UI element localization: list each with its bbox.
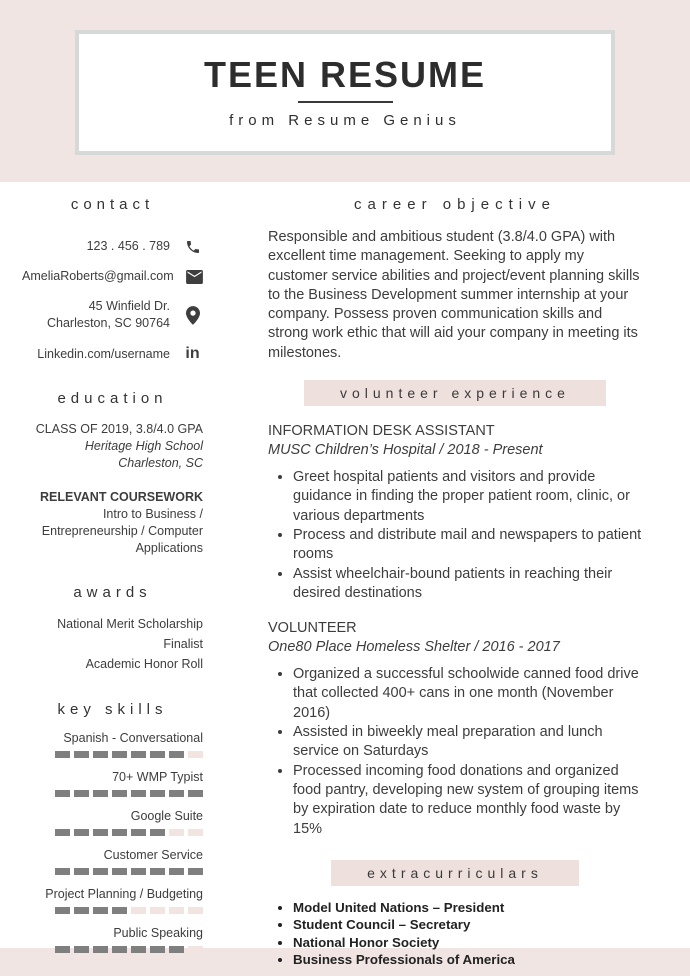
mailing-address <box>22 298 170 332</box>
skill-segment <box>55 829 70 836</box>
skill-label: Google Suite <box>130 809 203 823</box>
coursework-line: Intro to Business / <box>102 507 203 521</box>
skill-level-bar <box>22 751 203 758</box>
skill-segment <box>112 790 127 797</box>
skill-level-bar <box>22 829 203 836</box>
skill-segment <box>93 751 108 758</box>
skill-segment <box>188 946 203 953</box>
extracurriculars-banner: extracurriculars <box>331 860 579 886</box>
skill-level-bar <box>22 946 203 953</box>
skill-segment <box>74 907 89 914</box>
education-location: Charleston, SC <box>118 456 203 470</box>
volunteer-banner-wrap <box>268 380 642 406</box>
skill-item <box>22 808 203 836</box>
skill-segment <box>93 790 108 797</box>
contact-heading: contact <box>70 196 155 213</box>
extracurricular-item: • Student Council – Secretary <box>293 916 642 934</box>
skill-segment <box>188 829 203 836</box>
education-class-line: CLASS OF 2019, 3.8/4.0 GPA <box>35 422 203 436</box>
contact-phone-row <box>22 238 203 255</box>
coursework-line: Entrepreneurship / Computer <box>41 524 203 538</box>
skill-segment <box>169 829 184 836</box>
title-divider <box>298 101 393 103</box>
spacer <box>22 472 203 489</box>
skill-segment <box>55 751 70 758</box>
skill-item <box>22 769 203 797</box>
job-bullet-list <box>268 665 642 839</box>
skill-segment <box>55 790 70 797</box>
skill-label: Customer Service <box>103 848 203 862</box>
awards-heading: awards <box>73 584 152 601</box>
skill-segment <box>188 751 203 758</box>
skill-item <box>22 730 203 758</box>
page-title: TEEN RESUME <box>203 53 487 95</box>
key-skills-heading: key skills <box>57 701 168 718</box>
skill-segment <box>55 868 70 875</box>
mail-icon <box>186 270 203 284</box>
email-address: AmeliaRoberts@gmail.com <box>22 269 174 283</box>
page-subtitle: from Resume Genius <box>229 112 461 130</box>
contact-email-row <box>22 268 203 285</box>
skill-segment <box>150 829 165 836</box>
address-line1: 45 Winfield Dr. <box>88 299 170 313</box>
skill-segment <box>131 751 146 758</box>
bullet-item: • Process and distribute mail and newspapers to patient rooms <box>293 526 642 565</box>
job-entry <box>268 422 642 603</box>
contact-address-row <box>22 298 203 332</box>
awards-list <box>22 614 203 674</box>
skill-segment <box>131 790 146 797</box>
skill-segment <box>74 829 89 836</box>
skill-label: 70+ WMP Typist <box>112 770 203 784</box>
skill-segment <box>74 946 89 953</box>
career-objective-heading: career objective <box>354 196 556 213</box>
extracurricular-item: • Model United Nations – President <box>293 899 642 917</box>
main-column <box>268 196 642 969</box>
address-line2: Charleston, SC 90764 <box>47 316 170 330</box>
skill-segment <box>150 868 165 875</box>
bullet-item: • Processed incoming food donations and organized food pantry, developing new system of grouping items by expiration date to reduce monthly food waste by 15% <box>293 762 642 839</box>
contact-linkedin-row <box>22 345 203 363</box>
skill-segment <box>112 751 127 758</box>
skill-segment <box>169 790 184 797</box>
job-title: INFORMATION DESK ASSISTANT <box>268 423 495 440</box>
job-bullet-list <box>268 468 642 603</box>
award-item: National Merit Scholarship Finalist <box>57 617 203 651</box>
linkedin-icon: in <box>185 345 200 362</box>
skill-segment <box>74 868 89 875</box>
skill-segment <box>150 946 165 953</box>
contact-rows <box>22 238 203 363</box>
skill-segment <box>74 790 89 797</box>
skill-segment <box>188 790 203 797</box>
skill-level-bar <box>22 868 203 875</box>
job-entry <box>268 619 642 839</box>
skill-level-bar <box>22 907 203 914</box>
education-block <box>22 421 203 557</box>
skill-segment <box>112 868 127 875</box>
job-subtitle: One80 Place Homeless Shelter / 2016 - 2017 <box>268 639 560 656</box>
skill-segment <box>74 751 89 758</box>
skill-segment <box>169 868 184 875</box>
skill-segment <box>169 946 184 953</box>
location-pin-icon <box>182 306 203 325</box>
phone-number: 123 . 456 . 789 <box>86 239 170 253</box>
job-title: VOLUNTEER <box>268 620 357 637</box>
bullet-item: • Assisted in biweekly meal preparation and lunch service on Saturdays <box>293 723 642 762</box>
skill-label: Public Speaking <box>113 926 203 940</box>
skill-segment <box>93 868 108 875</box>
extracurricular-item: • Business Professionals of America <box>293 951 642 969</box>
linkedin-handle: Linkedin.com/username <box>37 346 170 361</box>
skill-segment <box>55 907 70 914</box>
skill-segment <box>112 946 127 953</box>
skill-item <box>22 886 203 914</box>
extracurriculars-banner-wrap <box>268 860 642 886</box>
coursework-heading: RELEVANT COURSEWORK <box>40 490 203 504</box>
skill-segment <box>93 829 108 836</box>
skill-segment <box>55 946 70 953</box>
header-box <box>75 30 615 155</box>
bullet-item: • Assist wheelchair-bound patients in reaching their desired destinations <box>293 565 642 604</box>
skill-segment <box>150 907 165 914</box>
education-school: Heritage High School <box>84 439 203 453</box>
skill-label: Project Planning / Budgeting <box>45 887 203 901</box>
skill-segment <box>131 829 146 836</box>
skill-segment <box>112 907 127 914</box>
skill-segment <box>93 946 108 953</box>
skill-segment <box>150 790 165 797</box>
skill-label: Spanish - Conversational <box>63 731 203 745</box>
sidebar <box>22 196 203 953</box>
volunteer-experience-banner: volunteer experience <box>304 380 606 406</box>
skill-segment <box>150 751 165 758</box>
skill-segment <box>112 829 127 836</box>
job-subtitle: MUSC Children’s Hospital / 2018 - Present <box>268 442 543 459</box>
skill-segment <box>169 907 184 914</box>
bullet-item: • Greet hospital patients and visitors and provide guidance in finding the proper patient room, clinic, or various departments <box>293 468 642 526</box>
extracurricular-item: • National Honor Society <box>293 934 642 952</box>
coursework-line: Applications <box>135 541 203 555</box>
bullet-item: • Organized a successful schoolwide canned food drive that collected 400+ cans in one month (November 2016) <box>293 665 642 723</box>
skill-segment <box>188 907 203 914</box>
career-objective-text: Responsible and ambitious student (3.8/4.0 GPA) with excellent time management. Seeking to apply my customer service abilities and project/event planning skills to the Business Development summer internship at your company. Possess proven communication skills and strong work ethic that will aid your company in meeting its milestones. <box>268 229 640 361</box>
skill-segment <box>188 868 203 875</box>
extracurriculars-list <box>268 899 642 969</box>
skill-segment <box>93 907 108 914</box>
education-heading: education <box>57 390 168 407</box>
skill-segment <box>131 946 146 953</box>
skill-level-bar <box>22 790 203 797</box>
skill-segment <box>131 868 146 875</box>
coursework-lines <box>22 506 203 557</box>
award-item: Academic Honor Roll <box>85 657 203 671</box>
skills-list <box>22 730 203 953</box>
phone-icon <box>182 239 203 255</box>
skill-item <box>22 925 203 953</box>
skill-segment <box>131 907 146 914</box>
skill-segment <box>169 751 184 758</box>
skill-item <box>22 847 203 875</box>
